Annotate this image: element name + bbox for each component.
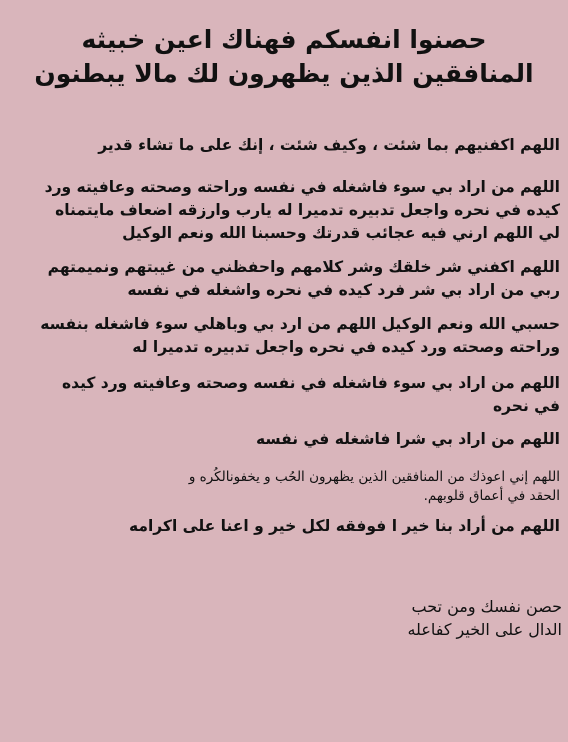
supplication-paragraph-2 [4, 176, 560, 245]
paragraph-line: لي اللهم ارني فيه عجائب قدرتك وحسبنا الله ونعم الوكيل [122, 224, 560, 242]
supplication-paragraph-4 [4, 313, 560, 359]
paragraph-line: كيده في نحره واجعل تدبيره تدميرا له يارب وارزقه اضعاف مايتمناه [55, 201, 560, 219]
supplication-paragraph-6 [4, 428, 560, 451]
closing-line-1: حصن نفسك ومن تحب [411, 597, 562, 616]
closing-line-2: الدال على الخير كفاعله [407, 620, 562, 639]
paragraph-line: اللهم اكفنيهم بما شئت ، وكيف شئت ، إنك على ما تشاء قدير [98, 136, 560, 154]
paragraph-line: حسبي الله ونعم الوكيل اللهم من ارد بي وباهلي سوء فاشغله بنفسه [40, 315, 560, 333]
paragraph-line: اللهم من اراد بي سوء فاشغله في نفسه وراحته وصحته وعافيته ورد [44, 178, 560, 196]
title-line-2: المنافقين الذين يظهرون لك مالا يبطنون [34, 59, 534, 88]
paragraph-line: اللهم إني اعوذك من المنافقين الذين يظهرون الحُب و يخفونالكُره و [188, 469, 560, 485]
paragraph-line: وراحته وصحته ورد كيده في نحره واجعل تدبيره تدميرا له [132, 338, 560, 356]
supplication-paragraph-3 [4, 256, 560, 302]
paragraph-line: ربي من اراد بي شر فرد كيده في نحره واشغله في نفسه [127, 281, 560, 299]
paragraph-line: اللهم من اراد بي سوء فاشغله في نفسه وصحته وعافيته ورد كيده [61, 374, 560, 392]
supplication-paragraph-1 [4, 134, 560, 157]
supplication-paragraph-7 [4, 468, 560, 506]
paragraph-line: الحقد في أعماق قلوبهم. [423, 488, 560, 504]
supplication-paragraph-5 [4, 372, 560, 418]
paragraph-line: في نحره [492, 397, 560, 415]
title-line-1: حصنوا انفسكم فهناك اعين خبيثه [81, 25, 487, 54]
closing-block [262, 595, 562, 641]
paragraph-line: اللهم من أراد بنا خير ا فوفقه لكل خير و اعنا على اكرامه [128, 517, 560, 535]
paragraph-line: اللهم من اراد بي شرا فاشغله في نفسه [255, 430, 560, 448]
paragraph-line: اللهم اكفني شر خلقك وشر كلامهم واحفظني من غيبتهم ونميمتهم [47, 258, 560, 276]
supplication-paragraph-8 [4, 515, 560, 538]
